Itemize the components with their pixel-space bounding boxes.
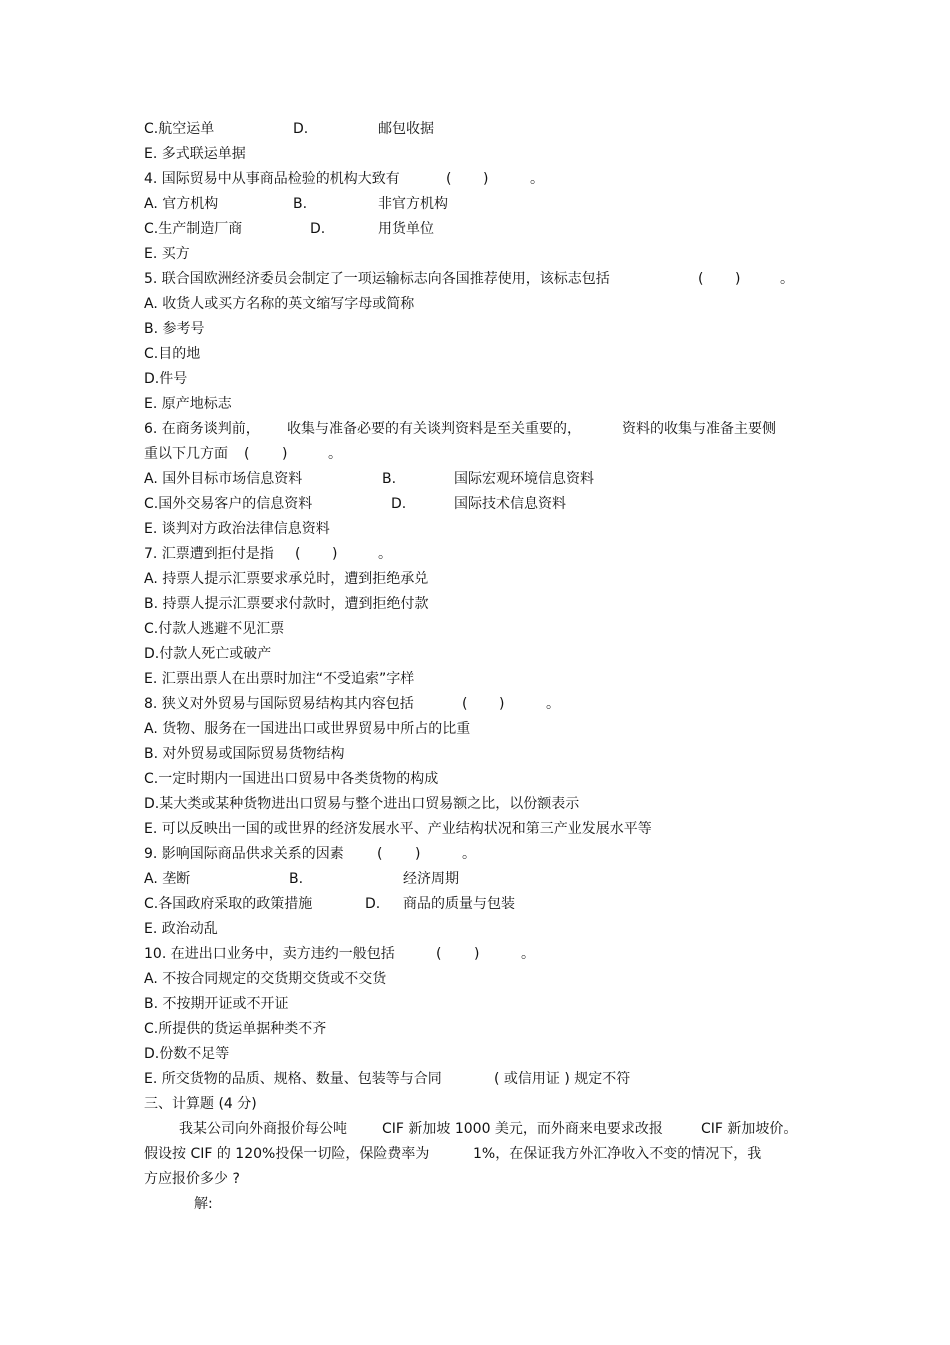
text-segment: B.: [289, 871, 304, 887]
text-segment: E. 原产地标志: [144, 396, 232, 412]
text-segment: D.: [365, 896, 381, 912]
text-segment: (: [377, 846, 383, 862]
text-segment: 非官方机构: [378, 196, 448, 212]
text-segment: E. 多式联运单据: [144, 146, 246, 162]
text-segment: D.件号: [144, 371, 188, 387]
text-segment: 4. 国际贸易中从事商品检验的机构大致有: [144, 171, 400, 187]
text-segment: A. 不按合同规定的交货期交货或不交货: [144, 971, 387, 987]
text-segment: 6. 在商务谈判前，: [144, 421, 260, 437]
text-segment: 。: [462, 846, 476, 862]
text-segment: 资料的收集与准备主要侧: [622, 421, 776, 437]
text-segment: E. 政治动乱: [144, 921, 218, 937]
text-segment: 。: [546, 696, 560, 712]
text-segment: CIF 新加坡价。: [701, 1121, 798, 1137]
text-segment: (: [436, 946, 442, 962]
text-segment: 我某公司向外商报价每公吨: [179, 1121, 347, 1137]
text-segment: 商品的质量与包装: [403, 896, 515, 912]
text-segment: A. 垄断: [144, 871, 191, 887]
text-segment: E. 买方: [144, 246, 190, 262]
text-segment: 收集与准备必要的有关谈判资料是至关重要的，: [287, 421, 581, 437]
text-segment: 7. 汇票遭到拒付是指: [144, 546, 274, 562]
text-segment: 。: [378, 546, 392, 562]
text-segment: CIF 新加坡 1000 美元，而外商来电要求改报: [382, 1121, 663, 1137]
text-segment: 解:: [194, 1196, 213, 1212]
text-segment: 重以下几方面: [144, 446, 228, 462]
text-segment: B.: [293, 196, 308, 212]
text-segment: D.某大类或某种货物进出口贸易与整个进出口贸易额之比，以份额表示: [144, 796, 580, 812]
text-segment: D.: [391, 496, 407, 512]
text-segment: B. 参考号: [144, 321, 205, 337]
text-segment: C.目的地: [144, 346, 201, 362]
text-segment: ): [415, 846, 421, 862]
text-segment: 9. 影响国际商品供求关系的因素: [144, 846, 344, 862]
text-segment: 8. 狭义对外贸易与国际贸易结构其内容包括: [144, 696, 414, 712]
text-segment: 用货单位: [378, 221, 434, 237]
text-segment: D.: [310, 221, 326, 237]
text-segment: 1%，在保证我方外汇净收入不变的情况下，我: [473, 1146, 762, 1162]
text-segment: ( 或信用证 ) 规定不符: [494, 1071, 631, 1087]
text-segment: 国际宏观环境信息资料: [454, 471, 594, 487]
text-segment: 。: [521, 946, 535, 962]
text-segment: 经济周期: [403, 871, 459, 887]
text-segment: 邮包收据: [378, 121, 434, 137]
text-segment: C.付款人逃避不见汇票: [144, 621, 285, 637]
text-segment: E. 所交货物的品质、规格、数量、包装等与合同: [144, 1071, 442, 1087]
text-segment: D.: [293, 121, 309, 137]
text-segment: C.所提供的货运单据种类不齐: [144, 1021, 327, 1037]
text-segment: E. 汇票出票人在出票时加注“不受追索”字样: [144, 671, 415, 687]
text-segment: (: [295, 546, 301, 562]
text-segment: (: [446, 171, 452, 187]
text-segment: B. 不按期开证或不开证: [144, 996, 289, 1012]
text-segment: 5. 联合国欧洲经济委员会制定了一项运输标志向各国推荐使用，该标志包括: [144, 271, 610, 287]
text-segment: B. 持票人提示汇票要求付款时，遭到拒绝付款: [144, 596, 429, 612]
text-segment: ): [474, 946, 480, 962]
text-segment: C.生产制造厂商: [144, 221, 243, 237]
text-segment: A. 官方机构: [144, 196, 219, 212]
text-segment: 国际技术信息资料: [454, 496, 566, 512]
text-segment: (: [462, 696, 468, 712]
text-segment: ): [483, 171, 489, 187]
text-segment: E. 可以反映出一国的或世界的经济发展水平、产业结构状况和第三产业发展水平等: [144, 821, 652, 837]
text-segment: 10. 在进出口业务中，卖方违约一般包括: [144, 946, 395, 962]
text-segment: ): [332, 546, 338, 562]
text-segment: ): [282, 446, 288, 462]
text-segment: (: [698, 271, 704, 287]
text-segment: ): [735, 271, 741, 287]
text-segment: A. 国外目标市场信息资料: [144, 471, 303, 487]
text-segment: A. 持票人提示汇票要求承兑时，遭到拒绝承兑: [144, 571, 429, 587]
text-segment: 。: [530, 171, 544, 187]
text-segment: 。: [780, 271, 794, 287]
text-segment: C.各国政府采取的政策措施: [144, 896, 313, 912]
text-segment: ): [499, 696, 505, 712]
text-segment: A. 收货人或买方名称的英文缩写字母或简称: [144, 296, 415, 312]
text-segment: 。: [328, 446, 342, 462]
text-segment: C.国外交易客户的信息资料: [144, 496, 313, 512]
text-segment: C.航空运单: [144, 121, 215, 137]
text-segment: B.: [382, 471, 397, 487]
text-segment: 方应报价多少 ?: [144, 1171, 240, 1187]
text-segment: D.份数不足等: [144, 1046, 230, 1062]
text-segment: E. 谈判对方政治法律信息资料: [144, 521, 330, 537]
text-segment: D.付款人死亡或破产: [144, 646, 272, 662]
text-segment: 假设按 CIF 的 120%投保一切险，保险费率为: [144, 1146, 430, 1162]
text-segment: B. 对外贸易或国际贸易货物结构: [144, 746, 345, 762]
text-segment: (: [244, 446, 250, 462]
text-segment: 三、计算题 (4 分): [144, 1096, 257, 1112]
text-segment: A. 货物、服务在一国进出口或世界贸易中所占的比重: [144, 721, 471, 737]
text-segment: C.一定时期内一国进出口贸易中各类货物的构成: [144, 771, 439, 787]
